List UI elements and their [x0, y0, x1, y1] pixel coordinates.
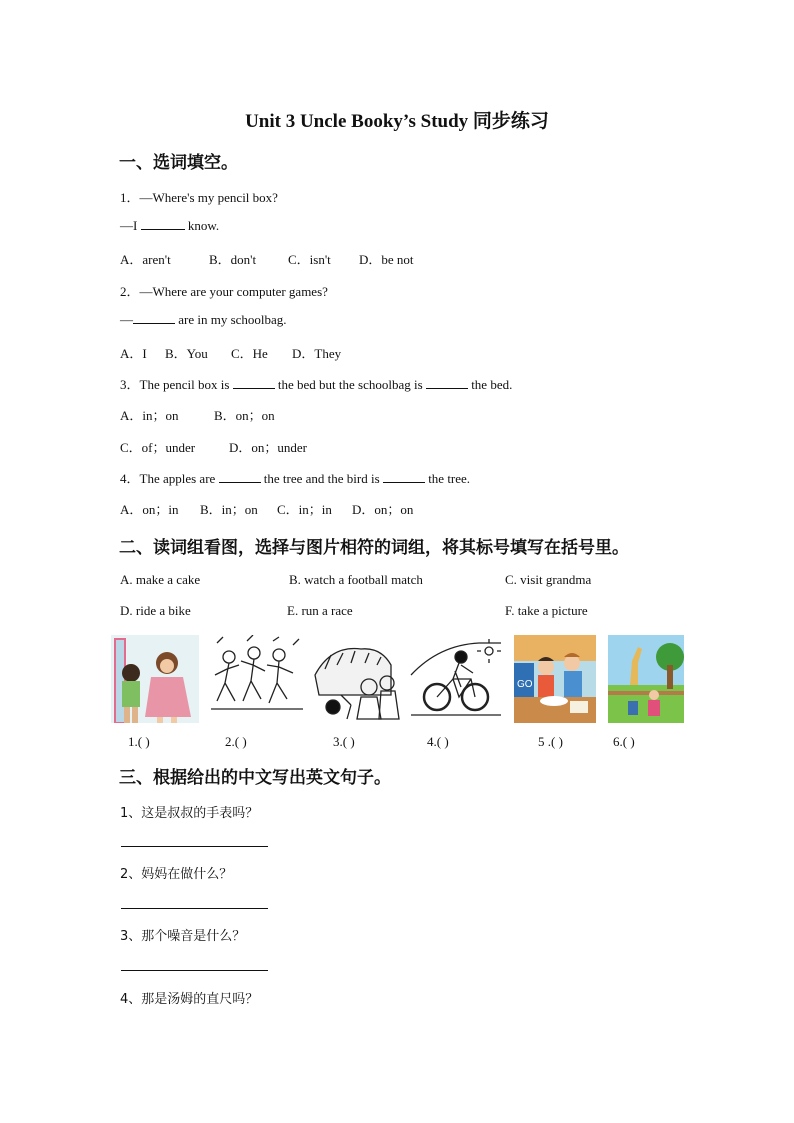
- q1-option-d: D．be not: [359, 252, 414, 267]
- stem-part: the tree and the bird is: [263, 471, 380, 486]
- q3-option-a: A．in；on: [120, 408, 179, 423]
- picture-5-answer[interactable]: 5 .( ): [538, 734, 563, 749]
- q3-option-d: D．on；under: [229, 440, 307, 455]
- answer-line-2[interactable]: [121, 908, 268, 909]
- answer-line-1[interactable]: [121, 846, 268, 847]
- picture-2-run-a-race: [209, 635, 305, 723]
- svg-text:GO: GO: [517, 679, 533, 690]
- q1-option-c: C．isn't: [288, 252, 331, 267]
- picture-4-answer[interactable]: 4.( ): [427, 734, 449, 749]
- stem-part: the tree.: [428, 471, 471, 486]
- page-title: Unit 3 Uncle Booky’s Study 同步练习: [245, 111, 549, 132]
- reply-prefix: —: [120, 312, 133, 327]
- question-4-stem: [120, 468, 470, 487]
- q2-option-c: C．He: [231, 346, 268, 361]
- stem-part: 3．The pencil box is: [120, 377, 230, 392]
- translation-item-1: 1、这是叔叔的手表吗？: [120, 806, 259, 821]
- picture-4-ride-a-bike: [409, 635, 503, 723]
- q1-option-b: B．don't: [209, 252, 257, 267]
- question-2-reply: [120, 312, 287, 328]
- question-1-reply: [120, 218, 219, 234]
- answer-blank: [219, 471, 261, 483]
- answer-blank: [133, 312, 175, 324]
- q2-option-b: B．You: [165, 346, 208, 361]
- translation-item-2: 2、妈妈在做什么？: [120, 867, 233, 882]
- picture-2-answer[interactable]: 2.( ): [225, 734, 247, 749]
- section-2-heading: 二、读词组看图，选择与图片相符的词组，将其标号填写在括号里。: [119, 538, 629, 558]
- q4-option-b: B．in；on: [200, 502, 258, 517]
- question-3-stem: [120, 374, 512, 393]
- picture-3-answer[interactable]: 3.( ): [333, 734, 355, 749]
- stem-part: the bed but the schoolbag is: [277, 377, 423, 392]
- question-1-stem: 1．—Where's my pencil box?: [120, 190, 278, 205]
- answer-blank: [383, 471, 425, 483]
- q3-option-b: B．on；on: [214, 408, 275, 423]
- picture-1-answer[interactable]: 1.( ): [128, 734, 150, 749]
- q2-option-d: D．They: [292, 346, 342, 361]
- reply-suffix: know.: [187, 218, 220, 233]
- answer-blank: [141, 218, 185, 230]
- q4-option-a: A．on；in: [120, 502, 179, 517]
- reply-suffix: are in my schoolbag.: [178, 312, 287, 327]
- picture-1-visit-grandma: [111, 635, 199, 723]
- answer-blank: [233, 377, 275, 389]
- section-3-heading: 三、根据给出的中文写出英文句子。: [119, 768, 391, 788]
- picture-3-watch-football: [311, 635, 403, 723]
- question-2-stem: 2．—Where are your computer games?: [120, 284, 328, 299]
- q2-option-a: A．I: [120, 346, 147, 361]
- q3-option-c: C．of；under: [120, 440, 196, 455]
- q4-option-c: C．in；in: [277, 502, 332, 517]
- picture-6-answer[interactable]: 6.( ): [613, 734, 635, 749]
- phrase-f: F. take a picture: [505, 603, 588, 618]
- answer-blank: [426, 377, 468, 389]
- phrase-e: E. run a race: [287, 603, 353, 618]
- q4-option-d: D．on；on: [352, 502, 414, 517]
- q1-option-a: A．aren't: [120, 252, 171, 267]
- phrase-b: B. watch a football match: [289, 572, 423, 587]
- picture-5-make-a-cake: [514, 635, 596, 723]
- section-1-heading: 一、选词填空。: [119, 153, 238, 173]
- translation-item-3: 3、那个噪音是什么？: [120, 929, 246, 944]
- picture-6-take-a-picture: [608, 635, 684, 723]
- answer-line-3[interactable]: [121, 970, 268, 971]
- phrase-d: D. ride a bike: [120, 603, 191, 618]
- stem-part: the bed.: [471, 377, 513, 392]
- phrase-c: C. visit grandma: [505, 572, 592, 587]
- translation-item-4: 4、那是汤姆的直尺吗？: [120, 992, 259, 1007]
- stem-part: 4．The apples are: [120, 471, 216, 486]
- reply-prefix: —I: [120, 218, 138, 233]
- phrase-a: A. make a cake: [120, 572, 201, 587]
